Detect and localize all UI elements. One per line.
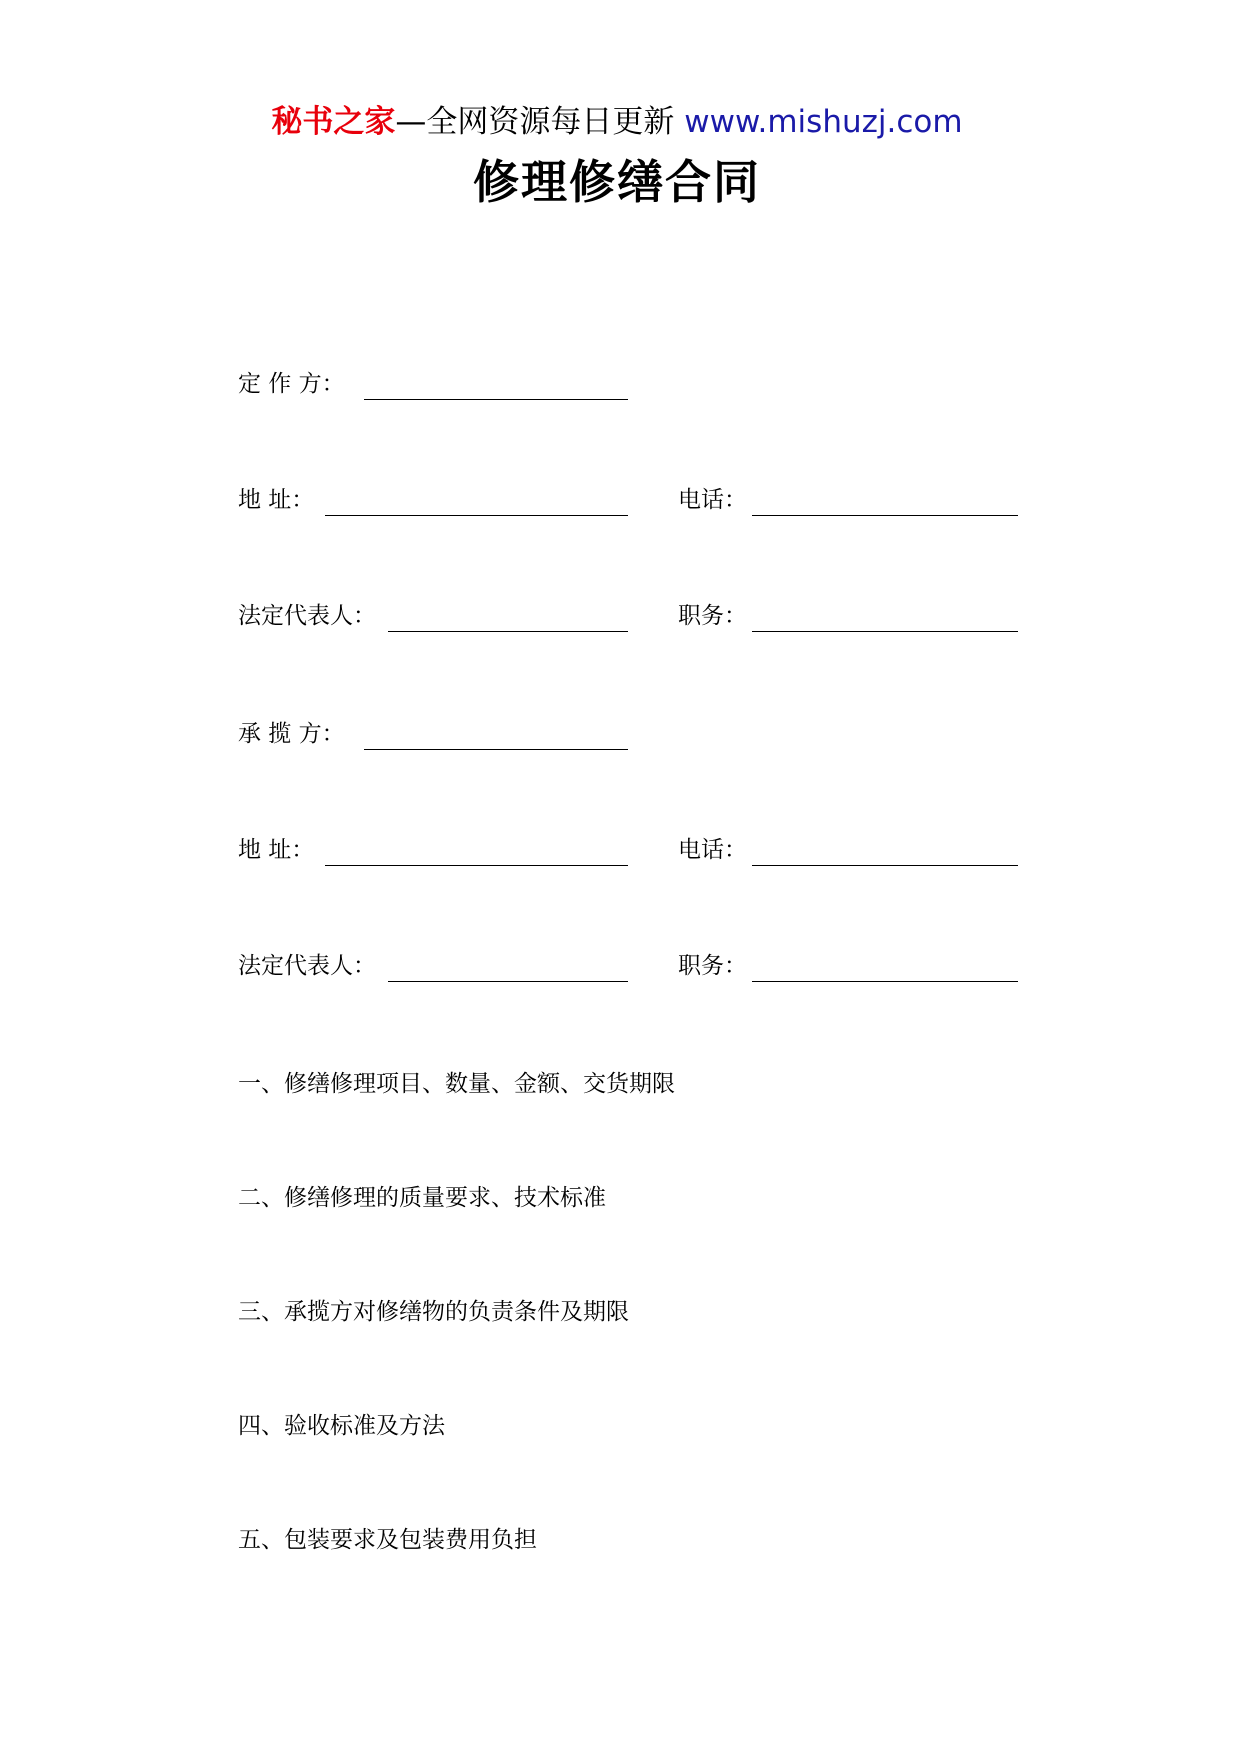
section-heading-2: 二、修缮修理的质量要求、技术标准: [238, 1185, 606, 1211]
contractor-rep-field: [238, 946, 628, 986]
document-header: [0, 100, 1234, 144]
header-url-link[interactable]: www.mishuzj.com: [684, 104, 963, 140]
contractor-party-label: 承 揽 方：: [238, 721, 345, 747]
client-address-blank[interactable]: [325, 515, 628, 516]
contractor-phone-blank[interactable]: [752, 865, 1018, 866]
client-address-label: 地 址：: [238, 487, 315, 513]
client-phone-label: 电话：: [678, 487, 747, 513]
contractor-address-field: [238, 830, 628, 870]
client-address-field: [238, 480, 628, 520]
section-heading-1: 一、修缮修理项目、数量、金额、交货期限: [238, 1071, 675, 1097]
client-phone-field: [678, 480, 1024, 520]
client-party-blank[interactable]: [364, 399, 628, 400]
client-party-field: [238, 364, 628, 404]
contractor-position-field: [678, 946, 1024, 986]
document-title: 修理修缮合同: [473, 155, 761, 209]
contractor-address-blank[interactable]: [325, 865, 628, 866]
client-rep-field: [238, 596, 628, 636]
client-position-label: 职务：: [678, 603, 747, 629]
section-heading-5: 五、包装要求及包装费用负担: [238, 1527, 537, 1553]
contractor-phone-label: 电话：: [678, 837, 747, 863]
contractor-address-label: 地 址：: [238, 837, 315, 863]
client-rep-label: 法定代表人：: [238, 603, 376, 629]
client-position-blank[interactable]: [752, 631, 1018, 632]
contractor-rep-label: 法定代表人：: [238, 953, 376, 979]
contractor-party-blank[interactable]: [364, 749, 628, 750]
contractor-position-blank[interactable]: [752, 981, 1018, 982]
contractor-phone-field: [678, 830, 1024, 870]
section-heading-4: 四、验收标准及方法: [238, 1413, 445, 1439]
contractor-party-field: [238, 714, 628, 754]
client-phone-blank[interactable]: [752, 515, 1018, 516]
header-slogan: —全网资源每日更新: [395, 104, 675, 140]
contractor-rep-blank[interactable]: [388, 981, 628, 982]
contractor-position-label: 职务：: [678, 953, 747, 979]
client-position-field: [678, 596, 1024, 636]
header-brand: 秘书之家: [271, 104, 396, 140]
client-rep-blank[interactable]: [388, 631, 628, 632]
section-heading-3: 三、承揽方对修缮物的负责条件及期限: [238, 1299, 629, 1325]
client-party-label: 定 作 方：: [238, 371, 345, 397]
